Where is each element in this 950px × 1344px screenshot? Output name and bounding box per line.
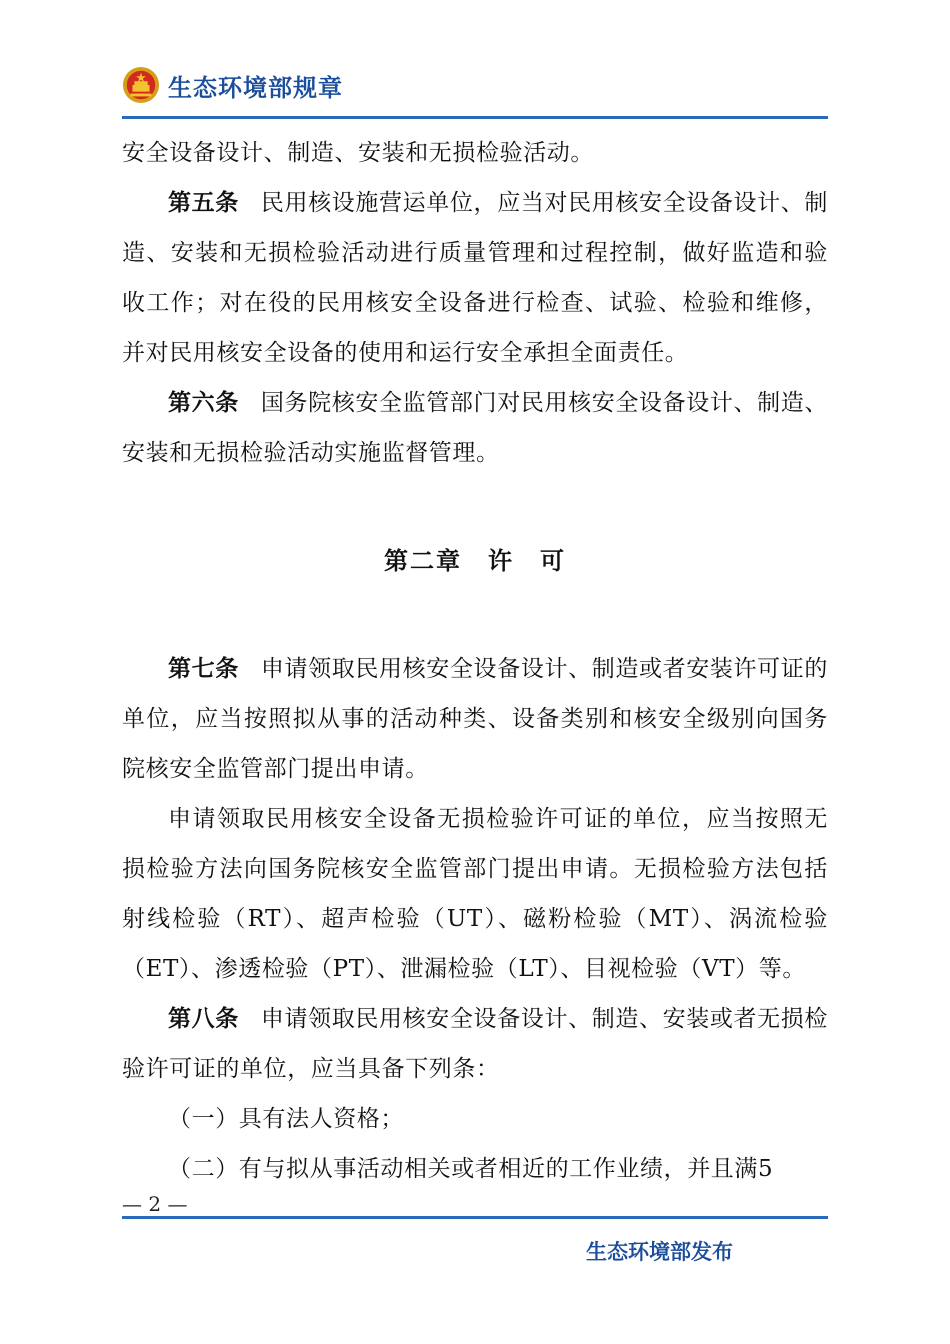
article-8-text: 申请领取民用核安全设备设计、制造、安装或者无损检验许可证的单位，应当具备下列条： <box>122 1006 828 1082</box>
article-7-text: 申请领取民用核安全设备设计、制造或者安装许可证的单位，应当按照拟从事的活动种类、设备类别和核安全级别向国务院核安全监管部门提出申请。 <box>122 656 828 782</box>
document-body <box>122 128 828 1194</box>
article-6-label: 第六条 <box>168 390 239 416</box>
article-6 <box>122 378 828 478</box>
article-5-text: 民用核设施营运单位，应当对民用核安全设备设计、制造、安装和无损检验活动进行质量管理和过程控制，做好监造和验收工作；对在役的民用核安全设备进行检查、试验、检验和维修，并对民用核安全设备的使用和运行安全承担全面责任。 <box>122 190 828 366</box>
paragraph-continuation: 安全设备设计、制造、安装和无损检验活动。 <box>122 140 594 166</box>
footer-divider <box>122 1216 828 1219</box>
article-7 <box>122 644 828 794</box>
article-8-item-1: （一）具有法人资格； <box>168 1106 404 1132</box>
article-5 <box>122 178 828 378</box>
header-title: 生态环境部规章 <box>168 74 343 102</box>
article-8-label: 第八条 <box>168 1006 239 1032</box>
national-emblem-icon <box>122 66 160 104</box>
header-divider <box>122 116 828 119</box>
footer-publisher: 生态环境部发布 <box>586 1240 733 1264</box>
article-7-label: 第七条 <box>168 656 239 682</box>
chapter-2-heading: 第二章 许 可 <box>384 547 566 575</box>
page-number: — 2 — <box>122 1192 188 1216</box>
article-5-label: 第五条 <box>168 190 239 216</box>
article-6-text: 国务院核安全监管部门对民用核安全设备设计、制造、安装和无损检验活动实施监督管理。 <box>122 390 828 466</box>
article-8-item-2: （二）有与拟从事活动相关或者相近的工作业绩，并且满5 <box>168 1156 774 1182</box>
page-header <box>122 64 828 112</box>
article-7-paragraph-2: 申请领取民用核安全设备无损检验许可证的单位，应当按照无损检验方法向国务院核安全监管部门提出申请。无损检验方法包括射线检验（RT）、超声检验（UT）、磁粉检验（MT）、涡流检验（ET）、渗透检验（PT）、泄漏检验（LT）、目视检验（VT）等。 <box>122 806 828 982</box>
article-8 <box>122 994 828 1094</box>
